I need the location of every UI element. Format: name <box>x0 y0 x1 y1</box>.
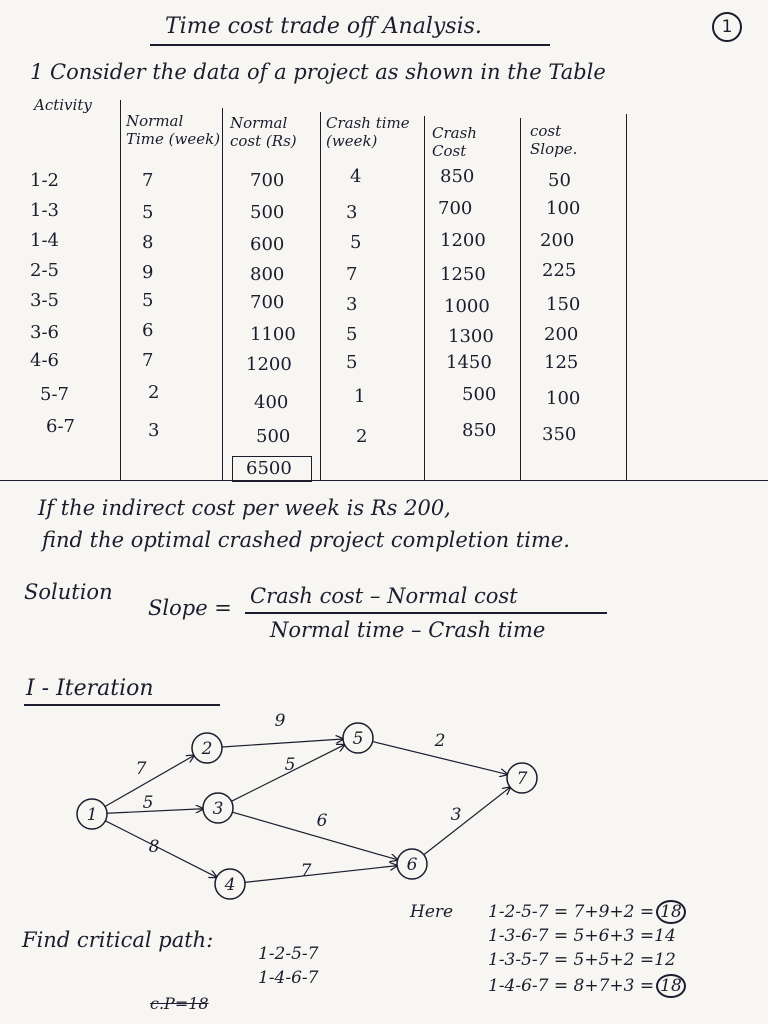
table-divider <box>120 100 121 480</box>
page-number: 1 <box>712 12 742 42</box>
cell-crash-time: 4 <box>350 166 362 187</box>
formula-denominator: Normal time – Crash time <box>270 618 546 642</box>
network-node-label: 7 <box>516 769 528 789</box>
cell-normal-cost: 1200 <box>246 354 292 375</box>
path-duration-row <box>488 926 676 946</box>
cell-normal-time: 5 <box>142 202 154 223</box>
path-sequence: 1-3-5-7 <box>488 950 554 970</box>
question-line-1: If the indirect cost per week is Rs 200, <box>38 496 451 520</box>
network-node-label: 2 <box>201 739 213 759</box>
header-crash-cost: Crash Cost <box>432 124 477 160</box>
table-divider <box>626 114 627 480</box>
here-label: Here <box>410 902 454 922</box>
cell-crash-time: 1 <box>354 386 366 407</box>
cell-crash-cost: 700 <box>438 198 473 219</box>
cell-activity: 6-7 <box>46 416 75 437</box>
path-sequence: 1-3-6-7 <box>488 926 554 946</box>
cell-cost-slope: 150 <box>546 294 581 315</box>
table-bottom-rule <box>0 480 768 481</box>
cell-cost-slope: 350 <box>542 424 577 445</box>
iteration-label: I - Iteration <box>26 676 154 701</box>
cell-crash-cost: 1200 <box>440 230 486 251</box>
path-sequence: 1-4-6-7 <box>488 976 554 996</box>
edge-duration-label: 7 <box>300 861 312 881</box>
network-node-label: 5 <box>352 729 364 749</box>
cell-activity: 4-6 <box>30 350 59 371</box>
header-normal-cost: Normal cost (Rs) <box>230 114 297 150</box>
network-edge-2-5 <box>222 739 343 747</box>
cell-normal-cost: 400 <box>254 392 289 413</box>
cell-crash-time: 3 <box>346 202 358 223</box>
cell-activity: 1-2 <box>30 170 59 191</box>
critical-path-label: Find critical path: <box>22 928 214 952</box>
fraction-bar <box>245 612 607 614</box>
path-sum: = 5+5+2 = <box>553 950 655 970</box>
formula-lhs: Slope = <box>148 596 232 620</box>
table-divider <box>424 116 425 480</box>
cell-crash-cost: 1000 <box>444 296 490 317</box>
cell-normal-time: 9 <box>142 262 154 283</box>
cell-cost-slope: 125 <box>544 352 579 373</box>
cell-crash-cost: 500 <box>462 384 497 405</box>
edge-duration-label: 3 <box>450 805 462 825</box>
path-sum: = 7+9+2 = <box>553 902 655 922</box>
cell-normal-time: 3 <box>148 420 160 441</box>
cell-crash-time: 5 <box>350 232 362 253</box>
cell-activity: 1-3 <box>30 200 59 221</box>
cell-normal-time: 2 <box>148 382 160 403</box>
cell-crash-time: 5 <box>346 324 358 345</box>
path-duration-row <box>488 976 686 996</box>
cell-activity: 5-7 <box>40 384 69 405</box>
cell-cost-slope: 100 <box>546 388 581 409</box>
table-divider <box>320 112 321 480</box>
edge-duration-label: 5 <box>142 793 154 813</box>
cell-cost-slope: 50 <box>548 170 571 191</box>
cell-crash-time: 2 <box>356 426 368 447</box>
edge-duration-label: 8 <box>148 837 160 857</box>
table-divider <box>520 118 521 480</box>
network-node-label: 1 <box>86 805 98 825</box>
network-node-label: 6 <box>406 855 418 875</box>
cell-cost-slope: 225 <box>542 260 577 281</box>
header-crash-time: Crash time (week) <box>326 114 410 150</box>
cell-crash-cost: 850 <box>440 166 475 187</box>
path-total: 12 <box>654 950 676 970</box>
edge-duration-label: 2 <box>434 731 446 751</box>
cell-crash-time: 7 <box>346 264 358 285</box>
cell-normal-time: 8 <box>142 232 154 253</box>
network-edge-4-6 <box>245 866 397 883</box>
cell-activity: 3-5 <box>30 290 59 311</box>
title-underline <box>150 44 550 46</box>
intro-text: 1 Consider the data of a project as shown in the Table <box>30 60 606 84</box>
path-sum: = 5+6+3 = <box>553 926 655 946</box>
cell-cost-slope: 200 <box>544 324 579 345</box>
cell-normal-time: 7 <box>142 170 154 191</box>
cell-crash-cost: 1300 <box>448 326 494 347</box>
cell-normal-time: 5 <box>142 290 154 311</box>
path-total-circled: 18 <box>656 974 686 998</box>
cell-normal-cost: 500 <box>256 426 291 447</box>
path-total: 14 <box>654 926 676 946</box>
path-total-circled: 18 <box>656 900 686 924</box>
cell-crash-time: 3 <box>346 294 358 315</box>
project-network-diagram <box>0 700 768 910</box>
cell-normal-cost: 700 <box>250 292 285 313</box>
cell-crash-cost: 850 <box>462 420 497 441</box>
network-node-label: 4 <box>224 875 236 895</box>
edge-duration-label: 6 <box>316 811 328 831</box>
cell-cost-slope: 200 <box>540 230 575 251</box>
header-normal-time: Normal Time (week) <box>126 112 221 148</box>
critical-path-item: 1-4-6-7 <box>258 968 319 988</box>
cell-normal-cost: 600 <box>250 234 285 255</box>
scribbled-note: c.P=18 <box>150 994 209 1013</box>
cell-cost-slope: 100 <box>546 198 581 219</box>
network-edge-3-6 <box>232 812 397 860</box>
cell-activity: 2-5 <box>30 260 59 281</box>
edge-duration-label: 7 <box>135 759 147 779</box>
total-normal-cost: 6500 <box>246 458 292 479</box>
cell-crash-cost: 1250 <box>440 264 486 285</box>
network-edge-6-7 <box>424 787 510 855</box>
cell-normal-cost: 700 <box>250 170 285 191</box>
network-edge-1-3 <box>107 809 203 814</box>
header-activity: Activity <box>34 96 92 114</box>
path-duration-row <box>488 950 676 970</box>
path-sequence: 1-2-5-7 <box>488 902 554 922</box>
page-title: Time cost trade off Analysis. <box>165 14 482 39</box>
network-edge-1-4 <box>105 821 216 877</box>
critical-path-item: 1-2-5-7 <box>258 944 319 964</box>
cell-normal-cost: 1100 <box>250 324 296 345</box>
header-cost-slope: cost Slope. <box>530 122 578 158</box>
cell-normal-cost: 500 <box>250 202 285 223</box>
edge-duration-label: 9 <box>274 711 286 731</box>
cell-activity: 3-6 <box>30 322 59 343</box>
network-node-label: 3 <box>212 799 224 819</box>
solution-label: Solution <box>24 580 113 604</box>
cell-normal-time: 7 <box>142 350 154 371</box>
cell-crash-time: 5 <box>346 352 358 373</box>
question-line-2: find the optimal crashed project completion time. <box>42 528 570 552</box>
path-sum: = 8+7+3 = <box>553 976 655 996</box>
formula-numerator: Crash cost – Normal cost <box>250 584 518 608</box>
cell-normal-cost: 800 <box>250 264 285 285</box>
cell-normal-time: 6 <box>142 320 154 341</box>
cell-crash-cost: 1450 <box>446 352 492 373</box>
path-duration-row <box>488 902 686 922</box>
edge-duration-label: 5 <box>284 755 296 775</box>
cell-activity: 1-4 <box>30 230 59 251</box>
table-divider <box>222 108 223 480</box>
